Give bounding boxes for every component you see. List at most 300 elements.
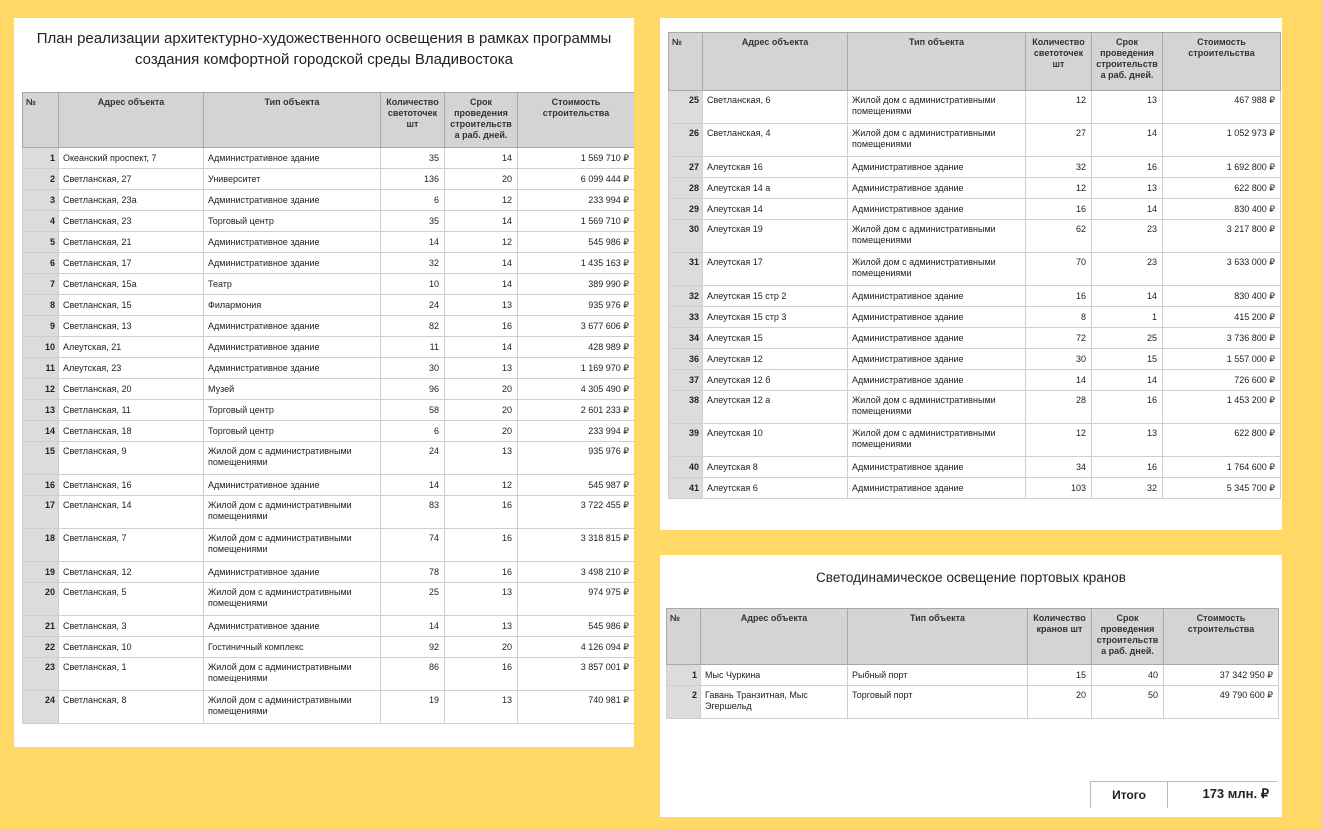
row-quantity: 16 xyxy=(1026,199,1092,220)
row-quantity: 16 xyxy=(1026,286,1092,307)
row-type: Жилой дом с административными помещениями xyxy=(848,124,1026,157)
row-number: 6 xyxy=(23,253,59,274)
row-address: Алеутская 16 xyxy=(703,157,848,178)
row-address: Мыс Чуркина xyxy=(701,665,848,686)
total-box xyxy=(1090,781,1277,808)
header-cost: Стоимость строительства xyxy=(1163,33,1281,91)
row-duration: 16 xyxy=(1092,457,1163,478)
row-duration: 13 xyxy=(1092,424,1163,457)
row-cost: 1 557 000 ₽ xyxy=(1163,349,1281,370)
row-quantity: 15 xyxy=(1028,665,1092,686)
row-type: Торговый центр xyxy=(204,211,381,232)
row-duration: 13 xyxy=(445,616,518,637)
total-divider xyxy=(1167,782,1168,808)
table-row xyxy=(23,421,635,442)
row-type: Жилой дом с административными помещениями xyxy=(848,91,1026,124)
row-duration: 12 xyxy=(445,475,518,496)
row-cost: 3 857 001 ₽ xyxy=(518,658,635,691)
row-type: Административное здание xyxy=(204,562,381,583)
row-quantity: 12 xyxy=(1026,91,1092,124)
row-address: Светланская, 15а xyxy=(59,274,204,295)
row-cost: 3 318 815 ₽ xyxy=(518,529,635,562)
table-row xyxy=(23,400,635,421)
row-duration: 20 xyxy=(445,637,518,658)
table-row xyxy=(23,316,635,337)
row-quantity: 58 xyxy=(381,400,445,421)
row-quantity: 27 xyxy=(1026,124,1092,157)
row-number: 21 xyxy=(23,616,59,637)
row-duration: 20 xyxy=(445,379,518,400)
row-address: Алеутская 12 xyxy=(703,349,848,370)
table-row xyxy=(669,157,1281,178)
row-number: 3 xyxy=(23,190,59,211)
header-quantity: Количество кранов шт xyxy=(1028,609,1092,665)
row-address: Светланская, 1 xyxy=(59,658,204,691)
header-number: № xyxy=(669,33,703,91)
header-address: Адрес объекта xyxy=(59,93,204,148)
row-address: Алеутская 10 xyxy=(703,424,848,457)
row-address: Светланская, 5 xyxy=(59,583,204,616)
row-quantity: 14 xyxy=(381,475,445,496)
header-cost: Стоимость строительства xyxy=(1164,609,1279,665)
row-address: Океанский проспект, 7 xyxy=(59,148,204,169)
row-number: 8 xyxy=(23,295,59,316)
row-number: 15 xyxy=(23,442,59,475)
table-row xyxy=(669,124,1281,157)
row-type: Административное здание xyxy=(848,478,1026,499)
row-number: 24 xyxy=(23,691,59,724)
table-row xyxy=(23,190,635,211)
row-duration: 13 xyxy=(445,358,518,379)
row-address: Светланская, 16 xyxy=(59,475,204,496)
row-quantity: 8 xyxy=(1026,307,1092,328)
title-line-2: создания комфортной городской среды Владивостока xyxy=(135,51,513,68)
row-number: 2 xyxy=(667,686,701,719)
header-type: Тип объекта xyxy=(204,93,381,148)
row-number: 10 xyxy=(23,337,59,358)
table-header-row xyxy=(23,93,635,148)
table-row xyxy=(23,475,635,496)
row-type: Административное здание xyxy=(848,199,1026,220)
row-address: Алеутская 14 xyxy=(703,199,848,220)
table-body xyxy=(667,665,1279,719)
row-quantity: 78 xyxy=(381,562,445,583)
row-type: Административное здание xyxy=(848,286,1026,307)
row-quantity: 92 xyxy=(381,637,445,658)
row-quantity: 62 xyxy=(1026,220,1092,253)
row-number: 41 xyxy=(669,478,703,499)
table-row xyxy=(669,349,1281,370)
table-row xyxy=(23,211,635,232)
table-row xyxy=(669,91,1281,124)
row-type: Административное здание xyxy=(848,370,1026,391)
row-quantity: 28 xyxy=(1026,391,1092,424)
row-duration: 50 xyxy=(1092,686,1164,719)
row-number: 12 xyxy=(23,379,59,400)
row-cost: 1 435 163 ₽ xyxy=(518,253,635,274)
row-number: 39 xyxy=(669,424,703,457)
header-quantity: Количество светоточек шт xyxy=(1026,33,1092,91)
table-row xyxy=(23,583,635,616)
row-cost: 467 988 ₽ xyxy=(1163,91,1281,124)
row-address: Светланская, 13 xyxy=(59,316,204,337)
row-number: 22 xyxy=(23,637,59,658)
row-type: Торговый порт xyxy=(848,686,1028,719)
row-address: Алеутская 15 стр 3 xyxy=(703,307,848,328)
row-cost: 3 722 455 ₽ xyxy=(518,496,635,529)
table-body xyxy=(23,148,635,724)
row-type: Жилой дом с административными помещениями xyxy=(204,658,381,691)
row-address: Алеутская 19 xyxy=(703,220,848,253)
row-quantity: 74 xyxy=(381,529,445,562)
row-type: Филармония xyxy=(204,295,381,316)
row-quantity: 25 xyxy=(381,583,445,616)
row-number: 7 xyxy=(23,274,59,295)
row-address: Светланская, 18 xyxy=(59,421,204,442)
row-address: Светланская, 6 xyxy=(703,91,848,124)
row-duration: 23 xyxy=(1092,253,1163,286)
row-quantity: 82 xyxy=(381,316,445,337)
row-cost: 545 987 ₽ xyxy=(518,475,635,496)
row-quantity: 24 xyxy=(381,442,445,475)
row-type: Жилой дом с административными помещениями xyxy=(204,442,381,475)
row-cost: 740 981 ₽ xyxy=(518,691,635,724)
row-cost: 3 677 606 ₽ xyxy=(518,316,635,337)
row-type: Торговый центр xyxy=(204,400,381,421)
row-quantity: 32 xyxy=(381,253,445,274)
row-duration: 14 xyxy=(445,274,518,295)
row-quantity: 14 xyxy=(381,616,445,637)
table-row xyxy=(23,148,635,169)
table-body xyxy=(669,91,1281,499)
row-address: Светланская, 23 xyxy=(59,211,204,232)
row-address: Алеутская, 21 xyxy=(59,337,204,358)
row-cost: 37 342 950 ₽ xyxy=(1164,665,1279,686)
crane-table xyxy=(666,608,1279,719)
row-type: Рыбный порт xyxy=(848,665,1028,686)
row-type: Жилой дом с административными помещениями xyxy=(204,583,381,616)
plan-document-page-1 xyxy=(14,18,634,747)
row-address: Светланская, 21 xyxy=(59,232,204,253)
row-address: Алеутская 14 а xyxy=(703,178,848,199)
row-cost: 415 200 ₽ xyxy=(1163,307,1281,328)
table-row xyxy=(667,665,1279,686)
table-row xyxy=(669,199,1281,220)
row-cost: 830 400 ₽ xyxy=(1163,199,1281,220)
row-cost: 1 692 800 ₽ xyxy=(1163,157,1281,178)
row-number: 1 xyxy=(667,665,701,686)
row-cost: 935 976 ₽ xyxy=(518,295,635,316)
table-row xyxy=(669,391,1281,424)
header-type: Тип объекта xyxy=(848,33,1026,91)
row-type: Административное здание xyxy=(204,337,381,358)
document-title xyxy=(14,28,634,70)
row-address: Алеутская 12 б xyxy=(703,370,848,391)
row-duration: 16 xyxy=(445,496,518,529)
table-header-row xyxy=(669,33,1281,91)
row-number: 26 xyxy=(669,124,703,157)
row-number: 5 xyxy=(23,232,59,253)
table-row xyxy=(669,478,1281,499)
row-address: Светланская, 14 xyxy=(59,496,204,529)
table-row xyxy=(23,232,635,253)
row-cost: 3 736 800 ₽ xyxy=(1163,328,1281,349)
row-number: 32 xyxy=(669,286,703,307)
row-type: Жилой дом с административными помещениями xyxy=(848,424,1026,457)
row-number: 13 xyxy=(23,400,59,421)
table-row xyxy=(669,253,1281,286)
row-number: 36 xyxy=(669,349,703,370)
table-row xyxy=(23,253,635,274)
row-duration: 14 xyxy=(1092,370,1163,391)
row-cost: 5 345 700 ₽ xyxy=(1163,478,1281,499)
row-address: Светланская, 11 xyxy=(59,400,204,421)
row-number: 27 xyxy=(669,157,703,178)
crane-lighting-document xyxy=(660,555,1282,817)
row-type: Административное здание xyxy=(204,190,381,211)
row-cost: 974 975 ₽ xyxy=(518,583,635,616)
row-quantity: 6 xyxy=(381,190,445,211)
row-number: 31 xyxy=(669,253,703,286)
header-duration: Срок проведения строительств а раб. дней. xyxy=(1092,609,1164,665)
row-cost: 830 400 ₽ xyxy=(1163,286,1281,307)
row-cost: 935 976 ₽ xyxy=(518,442,635,475)
row-quantity: 14 xyxy=(381,232,445,253)
row-duration: 25 xyxy=(1092,328,1163,349)
row-duration: 14 xyxy=(1092,286,1163,307)
row-address: Алеутская 6 xyxy=(703,478,848,499)
row-number: 38 xyxy=(669,391,703,424)
row-type: Административное здание xyxy=(848,157,1026,178)
row-type: Административное здание xyxy=(204,475,381,496)
row-address: Светланская, 9 xyxy=(59,442,204,475)
row-number: 40 xyxy=(669,457,703,478)
row-duration: 14 xyxy=(1092,199,1163,220)
row-duration: 16 xyxy=(445,562,518,583)
header-number: № xyxy=(23,93,59,148)
table-row xyxy=(23,169,635,190)
row-type: Административное здание xyxy=(204,616,381,637)
row-quantity: 30 xyxy=(1026,349,1092,370)
table-row xyxy=(669,457,1281,478)
row-quantity: 35 xyxy=(381,211,445,232)
row-duration: 14 xyxy=(445,211,518,232)
row-number: 9 xyxy=(23,316,59,337)
row-cost: 622 800 ₽ xyxy=(1163,178,1281,199)
row-quantity: 35 xyxy=(381,148,445,169)
row-cost: 3 217 800 ₽ xyxy=(1163,220,1281,253)
row-duration: 20 xyxy=(445,400,518,421)
lighting-table-2 xyxy=(668,32,1281,499)
row-quantity: 14 xyxy=(1026,370,1092,391)
row-address: Светланская, 27 xyxy=(59,169,204,190)
table-row xyxy=(23,274,635,295)
row-type: Административное здание xyxy=(204,358,381,379)
table-row xyxy=(669,307,1281,328)
row-duration: 12 xyxy=(445,190,518,211)
row-address: Светланская, 17 xyxy=(59,253,204,274)
row-number: 19 xyxy=(23,562,59,583)
row-address: Светланская, 23а xyxy=(59,190,204,211)
row-number: 17 xyxy=(23,496,59,529)
row-quantity: 136 xyxy=(381,169,445,190)
row-type: Музей xyxy=(204,379,381,400)
table-row xyxy=(23,616,635,637)
row-number: 34 xyxy=(669,328,703,349)
row-address: Алеутская, 23 xyxy=(59,358,204,379)
row-quantity: 20 xyxy=(1028,686,1092,719)
row-address: Алеутская 8 xyxy=(703,457,848,478)
row-cost: 3 498 210 ₽ xyxy=(518,562,635,583)
row-cost: 233 994 ₽ xyxy=(518,190,635,211)
row-cost: 1 764 600 ₽ xyxy=(1163,457,1281,478)
row-quantity: 12 xyxy=(1026,178,1092,199)
table-row xyxy=(669,328,1281,349)
row-number: 25 xyxy=(669,91,703,124)
row-duration: 16 xyxy=(445,529,518,562)
row-cost: 4 126 094 ₽ xyxy=(518,637,635,658)
row-type: Жилой дом с административными помещениями xyxy=(848,391,1026,424)
row-number: 1 xyxy=(23,148,59,169)
row-cost: 2 601 233 ₽ xyxy=(518,400,635,421)
row-cost: 428 989 ₽ xyxy=(518,337,635,358)
row-number: 30 xyxy=(669,220,703,253)
row-type: Административное здание xyxy=(848,178,1026,199)
row-cost: 726 600 ₽ xyxy=(1163,370,1281,391)
row-duration: 15 xyxy=(1092,349,1163,370)
row-type: Административное здание xyxy=(848,349,1026,370)
row-duration: 16 xyxy=(1092,391,1163,424)
row-cost: 389 990 ₽ xyxy=(518,274,635,295)
row-quantity: 96 xyxy=(381,379,445,400)
table-row xyxy=(23,358,635,379)
row-type: Административное здание xyxy=(848,307,1026,328)
row-address: Светланская, 20 xyxy=(59,379,204,400)
row-number: 14 xyxy=(23,421,59,442)
row-quantity: 19 xyxy=(381,691,445,724)
header-duration: Срок проведения строительств а раб. дней. xyxy=(1092,33,1163,91)
table-header-row xyxy=(667,609,1279,665)
row-cost: 1 052 973 ₽ xyxy=(1163,124,1281,157)
row-number: 11 xyxy=(23,358,59,379)
row-quantity: 10 xyxy=(381,274,445,295)
row-duration: 14 xyxy=(445,253,518,274)
row-number: 23 xyxy=(23,658,59,691)
row-number: 16 xyxy=(23,475,59,496)
row-type: Административное здание xyxy=(204,232,381,253)
document-title: Светодинамическое освещение портовых кранов xyxy=(816,570,1126,585)
row-duration: 14 xyxy=(445,337,518,358)
row-duration: 16 xyxy=(445,316,518,337)
header-address: Адрес объекта xyxy=(703,33,848,91)
row-quantity: 72 xyxy=(1026,328,1092,349)
row-number: 4 xyxy=(23,211,59,232)
row-cost: 4 305 490 ₽ xyxy=(518,379,635,400)
header-duration: Срок проведения строительств а раб. дней. xyxy=(445,93,518,148)
row-quantity: 24 xyxy=(381,295,445,316)
row-number: 20 xyxy=(23,583,59,616)
row-quantity: 30 xyxy=(381,358,445,379)
row-number: 33 xyxy=(669,307,703,328)
table-row xyxy=(23,691,635,724)
row-cost: 49 790 600 ₽ xyxy=(1164,686,1279,719)
header-address: Адрес объекта xyxy=(701,609,848,665)
row-number: 18 xyxy=(23,529,59,562)
header-cost: Стоимость строительства xyxy=(518,93,635,148)
row-number: 37 xyxy=(669,370,703,391)
row-type: Административное здание xyxy=(204,316,381,337)
row-cost: 1 569 710 ₽ xyxy=(518,148,635,169)
row-type: Театр xyxy=(204,274,381,295)
row-type: Административное здание xyxy=(204,253,381,274)
row-duration: 16 xyxy=(1092,157,1163,178)
row-duration: 13 xyxy=(445,442,518,475)
row-type: Жилой дом с административными помещениями xyxy=(848,220,1026,253)
table-row xyxy=(669,424,1281,457)
row-address: Алеутская 15 стр 2 xyxy=(703,286,848,307)
header-number: № xyxy=(667,609,701,665)
total-value: 173 млн. ₽ xyxy=(1202,786,1269,801)
row-quantity: 11 xyxy=(381,337,445,358)
row-address: Светланская, 8 xyxy=(59,691,204,724)
row-duration: 20 xyxy=(445,169,518,190)
row-duration: 13 xyxy=(445,583,518,616)
row-number: 29 xyxy=(669,199,703,220)
row-address: Светланская, 4 xyxy=(703,124,848,157)
row-address: Алеутская 12 а xyxy=(703,391,848,424)
row-duration: 13 xyxy=(445,691,518,724)
row-quantity: 86 xyxy=(381,658,445,691)
table-row xyxy=(23,658,635,691)
row-cost: 6 099 444 ₽ xyxy=(518,169,635,190)
row-duration: 1 xyxy=(1092,307,1163,328)
row-quantity: 34 xyxy=(1026,457,1092,478)
table-row xyxy=(23,562,635,583)
row-duration: 20 xyxy=(445,421,518,442)
row-type: Торговый центр xyxy=(204,421,381,442)
header-quantity: Количество светоточек шт xyxy=(381,93,445,148)
row-cost: 545 986 ₽ xyxy=(518,616,635,637)
row-type: Жилой дом с административными помещениями xyxy=(204,529,381,562)
row-quantity: 70 xyxy=(1026,253,1092,286)
table-row xyxy=(23,379,635,400)
table-row xyxy=(669,178,1281,199)
row-quantity: 6 xyxy=(381,421,445,442)
table-row xyxy=(23,442,635,475)
title-line-1: План реализации архитектурно-художественного освещения в рамках программы xyxy=(36,30,612,47)
row-duration: 13 xyxy=(1092,91,1163,124)
plan-document-page-2 xyxy=(660,18,1282,530)
row-address: Алеутская 15 xyxy=(703,328,848,349)
row-duration: 32 xyxy=(1092,478,1163,499)
lighting-table-1 xyxy=(22,92,634,724)
row-address: Светланская, 12 xyxy=(59,562,204,583)
row-duration: 16 xyxy=(445,658,518,691)
row-address: Светланская, 10 xyxy=(59,637,204,658)
row-duration: 23 xyxy=(1092,220,1163,253)
row-type: Жилой дом с административными помещениями xyxy=(848,253,1026,286)
table-row xyxy=(669,220,1281,253)
row-duration: 14 xyxy=(1092,124,1163,157)
row-duration: 40 xyxy=(1092,665,1164,686)
row-number: 28 xyxy=(669,178,703,199)
row-cost: 545 986 ₽ xyxy=(518,232,635,253)
row-type: Жилой дом с административными помещениями xyxy=(204,691,381,724)
row-cost: 3 633 000 ₽ xyxy=(1163,253,1281,286)
row-cost: 1 569 710 ₽ xyxy=(518,211,635,232)
row-quantity: 103 xyxy=(1026,478,1092,499)
total-label: Итого xyxy=(1112,788,1146,802)
